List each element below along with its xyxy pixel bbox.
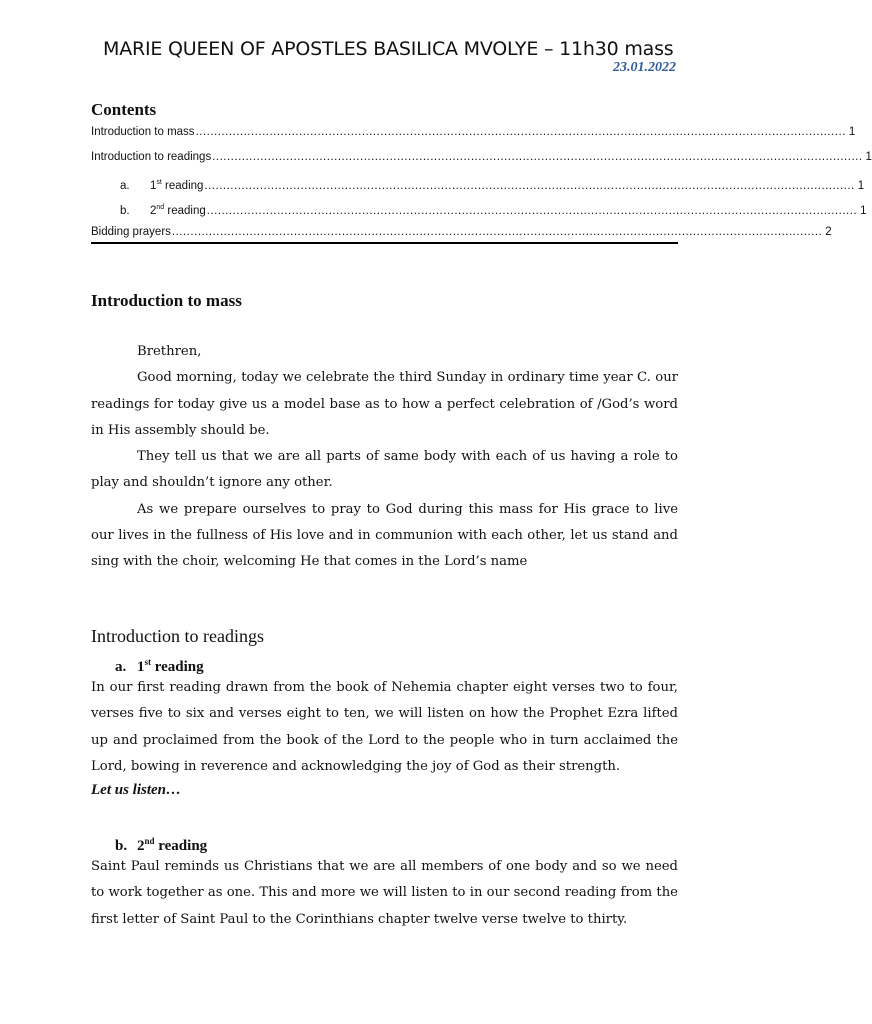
ordinal-suffix: nd <box>144 836 155 846</box>
toc-entry-page: 1 <box>848 126 856 138</box>
table-of-contents <box>91 120 872 245</box>
first-reading-heading <box>115 657 204 676</box>
toc-entry-ordinal-suffix: nd <box>156 204 165 211</box>
toc-entry-label: Introduction to readings <box>91 151 212 163</box>
toc-leader-dots: ................................................................................................................................................................................ <box>206 204 858 217</box>
toc-entry-intro-readings[interactable] <box>91 145 872 170</box>
paragraph: As we prepare ourselves to pray to God during this mass for His grace to live our lives in the fullness of His love and in communion with each other, let us stand and sing with the choir, welcoming He that comes in the Lord’s name <box>91 501 678 570</box>
greeting: Brethren, <box>137 344 202 359</box>
toc-entry-text: reading <box>161 179 204 192</box>
list-letter: a. <box>115 659 127 675</box>
toc-entry-first-reading[interactable] <box>91 170 865 195</box>
section-heading-intro-mass: Introduction to mass <box>91 291 242 310</box>
ordinal-number: 2 <box>137 838 145 854</box>
toc-entry-page: 2 <box>825 226 832 238</box>
toc-entry-text: reading <box>164 204 206 217</box>
toc-divider <box>91 242 678 244</box>
toc-entry-page: 1 <box>860 204 867 217</box>
toc-leader-dots: ................................................................................................................................................................................ <box>204 179 855 192</box>
toc-leader-dots: ................................................................................................................................................................................ <box>195 126 846 138</box>
let-us-listen: Let us listen… <box>91 782 182 798</box>
toc-entry-ordinal: 2 <box>150 204 157 217</box>
toc-entry-second-reading[interactable] <box>91 195 867 220</box>
ordinal-suffix: st <box>144 657 151 667</box>
first-reading-body <box>91 675 678 780</box>
toc-entry-label: Introduction to mass <box>91 126 195 138</box>
toc-entry-ordinal-suffix: st <box>156 179 162 186</box>
paragraph: In our first reading drawn from the book of Nehemia chapter eight verses two to four, verses five to six and verses eight to ten, we will listen on how the Prophet Ezra lifted up and proclaimed from the book of the Lord to the people who in turn acclaimed the Lord, bowing in reverence and acknowledging the joy of God as their strength. <box>91 680 678 774</box>
paragraph: They tell us that we are all parts of same body with each of us having a role to play and shouldn’t ignore any other. <box>91 449 678 491</box>
reading-title: reading <box>154 838 208 854</box>
toc-entry-number: b. <box>120 204 130 217</box>
paragraph: Good morning, today we celebrate the third Sunday in ordinary time year C. our readings for today give us a model base as to how a perfect celebration of /God’s word in His assembly should be. <box>91 370 678 438</box>
toc-entry-page: 1 <box>857 179 865 192</box>
second-reading-heading <box>115 836 207 855</box>
second-reading-body <box>91 854 678 933</box>
document-title: MARIE QUEEN OF APOSTLES BASILICA MVOLYE – 11h30 mass <box>103 38 674 60</box>
toc-heading: Contents <box>91 100 157 119</box>
intro-mass-body <box>91 339 678 576</box>
toc-leader-dots: ................................................................................................................................................................................ <box>171 226 823 238</box>
document-date: 23.01.2022 <box>613 60 676 75</box>
toc-leader-dots: ................................................................................................................................................................................ <box>212 151 863 163</box>
toc-entry-number: a. <box>120 179 130 192</box>
ordinal-number: 1 <box>137 659 145 675</box>
paragraph: Saint Paul reminds us Christians that we are all members of one body and so we need to work together as one. This and more we will listen to in our second reading from the first letter of Saint Paul to the Corinthians chapter twelve verse twelve to thirty. <box>91 859 678 927</box>
list-letter: b. <box>115 838 128 854</box>
reading-title: reading <box>151 659 204 675</box>
section-heading-intro-readings: Introduction to readings <box>91 626 264 646</box>
toc-entry-ordinal: 1 <box>150 179 157 192</box>
toc-entry-intro-mass[interactable] <box>91 120 856 145</box>
toc-entry-label: Bidding prayers <box>91 226 171 238</box>
toc-entry-page: 1 <box>865 151 872 163</box>
